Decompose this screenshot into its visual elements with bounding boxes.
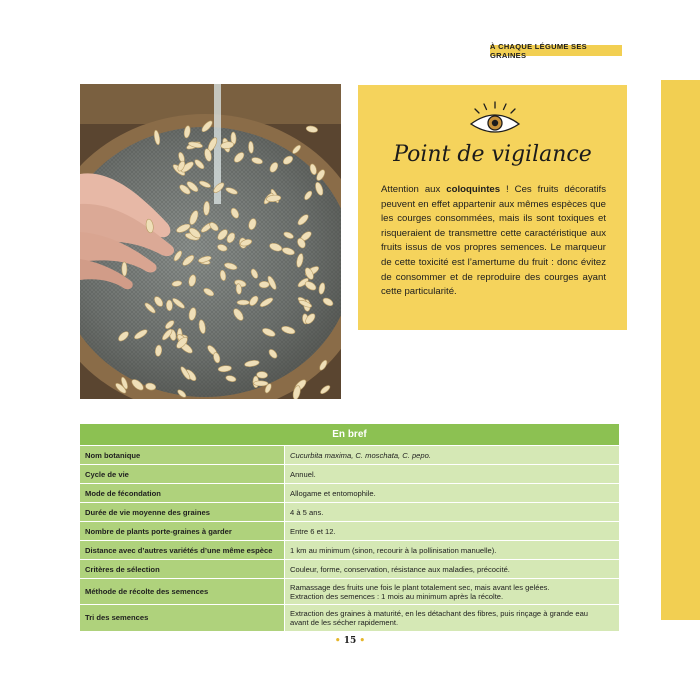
- section-tag: À CHAQUE LÉGUME SES GRAINES: [490, 45, 622, 56]
- row-value: Entre 6 et 12.: [285, 522, 620, 541]
- row-label: Méthode de récolte des semences: [80, 579, 285, 605]
- table-row: [80, 522, 619, 541]
- seed: [254, 381, 268, 386]
- seeds-on-sieve-illustration: [80, 84, 341, 399]
- table-row: [80, 503, 619, 522]
- row-value: Annuel.: [285, 465, 620, 484]
- row-value: Ramassage des fruits une fois le plant totalement sec, mais avant les gelées. Extraction des semences : 1 mois au minimum après la récolte.: [285, 579, 620, 605]
- seed: [237, 300, 249, 305]
- row-label: Durée de vie moyenne des graines: [80, 503, 285, 522]
- row-label: Cycle de vie: [80, 465, 285, 484]
- side-color-band: [661, 80, 700, 620]
- seed: [203, 201, 210, 215]
- row-value: Couleur, forme, conservation, résistance aux maladies, précocité.: [285, 560, 620, 579]
- table-row: [80, 579, 619, 605]
- en-bref-table: [80, 424, 619, 631]
- row-value: Extraction des graines à maturité, en les détachant des fibres, puis rinçage à grande eau avant de les sécher rapidement.: [285, 605, 620, 631]
- table-title: En bref: [80, 424, 619, 446]
- row-value: 4 à 5 ans.: [285, 503, 620, 522]
- vigilance-title: Point de vigilance: [393, 142, 592, 167]
- row-label: Nom botanique: [80, 446, 285, 465]
- seed: [259, 281, 269, 288]
- row-value: Cucurbita maxima, C. moschata, C. pepo.: [285, 446, 620, 465]
- seed: [166, 300, 173, 311]
- page-number: • 15 •: [334, 636, 366, 646]
- coloquintes-keyword: coloquintes: [446, 184, 501, 195]
- table-row: [80, 484, 619, 503]
- row-label: Mode de fécondation: [80, 484, 285, 503]
- row-label: Tri des semences: [80, 605, 285, 631]
- row-label: Critères de sélection: [80, 560, 285, 579]
- table-row: [80, 446, 619, 465]
- seed: [122, 262, 127, 276]
- row-value: 1 km au minimum (sinon, recourir à la pollinisation manuelle).: [285, 541, 620, 560]
- eye-icon: [467, 100, 523, 138]
- row-label: Nombre de plants porte-graines à garder: [80, 522, 285, 541]
- table-row: [80, 541, 619, 560]
- table-row: [80, 465, 619, 484]
- table-row: [80, 605, 619, 631]
- table-row: [80, 560, 619, 579]
- vigilance-text: Attention aux coloquintes ! Ces fruits décoratifs peuvent en effet appartenir aux mêmes espèces que les courges consommées, mais ils sont toxiques et risqueraient de transmettre cette caractéristique aux fruits issus de vos propres semences. Le marqueur de cette toxicité est l’amertume du fruit : donc évitez de consommer et de reproduire des courges ayant cette particularité.: [381, 184, 606, 298]
- squash-seeds-photo: [80, 84, 341, 399]
- row-label: Distance avec d’autres variétés d’une même espèce: [80, 541, 285, 560]
- row-value: Allogame et entomophile.: [285, 484, 620, 503]
